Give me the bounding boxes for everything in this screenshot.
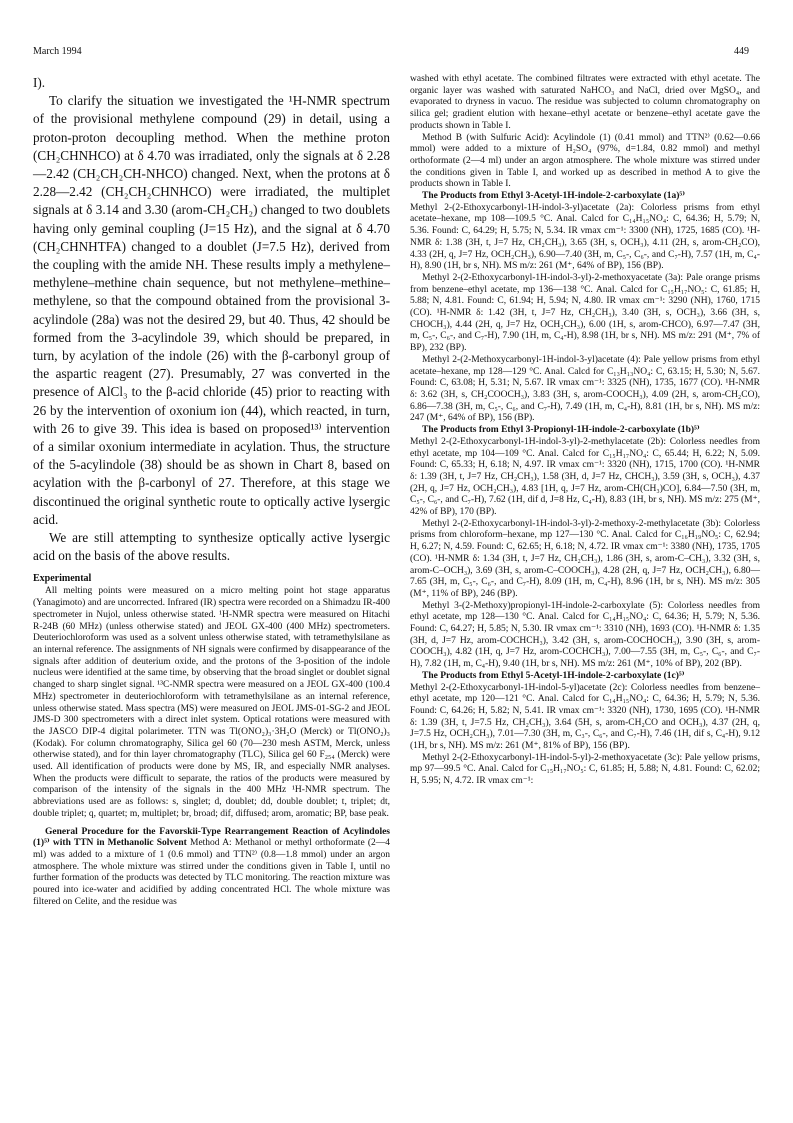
experimental-paragraph — [410, 519, 760, 601]
paragraph-text: Methyl 2-(2-Ethoxycarbonyl-1H-indol-3-yl)-2-methoxyacetate (3a): Pale orange prisms from benzene–ethyl acetate, mp 136—138 °C. Anal. Calcd for C₁₅H₁₇NO₅: C, 61.85; H, 5.88; N, 4.81. Found: C, 61.94; H, 5.94; N, 4.80. IR νmax cm⁻¹: 3290 (NH), 1760, 1715 (CO). ¹H-NMR δ: 1.42 (3H, t, J=7 Hz, CH₂CH₃), 3.40 (3H, s, OCH₃), 3.66 (3H, s, CHOCH₃), 4.44 (2H, q, J=7 Hz, OCH₂CH₃), 6.00 (1H, s, arom-CHCO), 6.97—7.47 (3H, m, C₅-, C₆-, and C₇-H), 7.90 (1H, m, C₄-H), 8.98 (1H, br s, NH). MS m/z: 291 (M⁺, 7% of BP), 232 (BP). — [410, 272, 760, 354]
compound-group-heading: The Products from Ethyl 5-Acetyl-1H-indole-2-carboxylate (1c)⁵⁾ — [422, 670, 685, 681]
paragraph-text: Methyl 2-(2-Ethoxycarbonyl-1H-indol-3-yl)acetate (2a): Colorless prisms from ethyl acetate–hexane, mp 108—109.5 °C. Anal. Calcd for C₁₄H₁₅NO₄: C, 64.36; H, 5.79; N, 5.36. Found: C, 64.29; H, 5.75; N, 5.34. IR νmax cm⁻¹: 3300 (NH), 1725, 1685 (CO). ¹H-NMR δ: 1.38 (3H, t, J=7 Hz, CH₂CH₃), 3.65 (3H, s, OCH₃), 4.11 (2H, s, arom-CH₂CO), 4.33 (2H, q, J=7 Hz, OCH₂CH₃), 6.90—7.40 (3H, m, C₅-, C₆-, and C₇-H), 7.57 (1H, m, C₄-H), 8.90 (1H, br s, NH). MS m/z: 261 (M⁺, 64% of BP), 156 (BP). — [410, 202, 760, 272]
paragraph-text: washed with ethyl acetate. The combined filtrates were extracted with ethyl acetate. The organic layer was washed with saturated NaHCO₃ and NaCl, dried over MgSO₄, and evaporated to dryness in vacuo. The residue was subjected to column chromatography on silica gel; gradient elution with hexane–ethyl acetate or benzene–ethyl acetate gave the products shown in Table I. — [410, 74, 760, 131]
experimental-paragraph — [410, 191, 760, 273]
experimental-heading: Experimental — [33, 573, 92, 585]
experimental-paragraph — [410, 753, 760, 788]
compound-group-heading: The Products from Ethyl 3-Acetyl-1H-indole-2-carboxylate (1a)⁵⁾ — [422, 191, 686, 202]
body-paragraph: To clarify the situation we investigated the ¹H-NMR spectrum of the provisional methylene compound (29) in detail, using a proton-proton decoupling method. When the methine proton (CH₂CHNHCO) at δ 4.70 was irradiated, only the signals at δ 2.28—2.42 (CH₂CH₂CH-NHCO) changed. Next, when the protons at δ 2.28—2.42 (CH₂CH₂CHNHCO) were irradiated, the multiplet signals at δ 3.14 and 3.30 (arom-CH₂CH₂) changed to two doublets having only geminal coupling (J=15 Hz), and the signal at δ 4.70 (CH₂CHNHTFA) changed to a doublet (J=7.5 Hz), derived from the coupling with the amide NH. These results imply a methylene–methylene–methine chain sequence, but not methylene–methine–methylene, so that the compound obtained from the provisional 3-acylindole (28a) was not the desired 29, but 40. Thus, 42 should be formed from the 3-acylindole 39, which should be prepared, in turn, by acylation of the indole (26) with the β-carbonyl group of the aspartic reagent (27). Presumably, 27 was converted in the presence of AlCl₃ to the β-acid chloride (45) prior to reacting with 26 by the intervention of oxonium ion (44), which reacted, in turn, with 26 to give 39. This idea is based on proposed¹³⁾ intervention of a similar oxonium intermediate in acylation. Thus, the structure of the 5-acylindole (38) should be as shown in Chart 8, based on acylation with the β-carbonyl of 27. Therefore, at this stage we discontinued the original synthetic route to optically active lysergic acid. — [33, 93, 390, 527]
general-procedure-paragraph — [33, 827, 390, 909]
experimental-paragraph — [410, 355, 760, 425]
general-procedure-text: Method A: Methanol or methyl orthoformate (2—4 ml) was added to a mixture of 1 (0.6 mmol) and TTN²⁾ (0.8—1.8 mmol) under an argon atmosphere. The whole mixture was stirred under the conditions given in Table I, until no further formation of the products was detected by TLC monitoring. The reaction mixture was poured into ice-water and acidified by adding concentrated HCl. The whole mixture was filtered on Celite, and the residue was — [33, 838, 390, 907]
paragraph-text: Methyl 2-(2-Methoxycarbonyl-1H-indol-3-yl)acetate (4): Pale yellow prisms from ethyl acetate–hexane, mp 128—129 °C. Anal. Calcd for C₁₃H₁₃NO₄: C, 63.15; H, 5.30; N, 5.67. Found: C, 63.08; H, 5.31; N, 5.67. IR νmax cm⁻¹: 3325 (NH), 1735, 1677 (CO). ¹H-NMR δ: 3.62 (3H, s, CH₂COOCH₃), 3.83 (3H, s, arom-COOCH₃), 4.09 (2H, s, arom-CH₂CO), 6.86—7.38 (3H, m, C₅-, C₆, and C₇-H), 7.49 (1H, m, C₄-H), 8.81 (1H, br s, NH). MS m/z: 247 (M⁺, 64% of BP), 156 (BP). — [410, 354, 760, 424]
experimental-paragraph — [410, 74, 760, 133]
paragraph-text: Methyl 3-(2-Methoxy)propionyl-1H-indole-2-carboxylate (5): Colorless needles from ethyl acetate, mp 128—130 °C. Anal. Calcd for C₁₄H₁₅NO₄: C, 64.36; H, 5.79; N, 5.36. Found: C, 64.27; H, 5.85; N, 5.30. IR νmax cm⁻¹: 3310 (NH), 1693 (CO). ¹H-NMR δ: 1.35 (3H, d, J=7 Hz, arom-COCHCH₃), 3.42 (3H, s, arom-COCHOCH₃), 3.90 (3H, s, arom-COOCH₃), 4.82 (1H, q, J=7 Hz, arom-COCHCH₃), 7.00—7.55 (3H, m, C₅-, C₆-, and C₇-H), 7.82 (1H, m, C₄-H), 9.40 (1H, br s, NH). MS m/z: 261 (M⁺, 10% of BP), 202 (BP). — [410, 600, 760, 670]
paragraph-text: Method B (with Sulfuric Acid): Acylindole (1) (0.41 mmol) and TTN²⁾ (0.62—0.66 mmol) were added to a mixture of H₂SO₄ (97%, d=1.84, 0.82 mmol) and methyl orthoformate (2—4 ml) under an argon atmosphere. The whole mixture was stirred under the conditions given in Table I, and worked up as described in method A to give the products shown in Table I. — [410, 132, 760, 190]
right-column — [410, 74, 760, 788]
experimental-paragraph — [410, 601, 760, 671]
experimental-paragraph: All melting points were measured on a micro melting point hot stage apparatus (Yanagimoto) and are uncorrected. Infrared (IR) spectra were recorded on a Shimadzu IR-400 spectrometer in Nujol, unless otherwise stated. ¹H-NMR spectra were measured on Hitachi R-24B (60 MHz) (unless otherwise stated) and JEOL GX-400 (400 MHz) spectrometers. Deuteriochloroform was used as a solvent unless otherwise stated, with tetramethylsilane as an internal reference. The assignments of NH signals were confirmed by disappearance of the signals after addition of deuterium oxide, and the protons of the 3-position of the indole nucleus were identified at the same time, by observing that the broad singlet or doublet signal changed to sharp singlet signal. ¹³C-NMR spectra were measured on a JEOL GX-400 (100.4 MHz) spectrometer in deuteriochloroform with tetramethylsilane as an internal reference, unless otherwise stated. Mass spectra (MS) were measured on JEOL JMS-01-SG-2 and JEOL JMS-D 300 spectrometers with a direct inlet system. Optical rotations were measured with the JASCO DIP-4 digital polarimeter. TTN was Tl(ONO₂)₃·3H₂O (Merck) or Tl(ONO₂)₃ (Kodak). For column chromatography, Silica gel 60 (70—230 mesh ASTM, Merck, unless otherwise stated), and for thin layer chromatography (TLC), Silica gel 60 F₂₅₄ (Merck) were used. All identification of products were done by MS, IR, and especially NMR analyses. When the products were difficult to separate, the ratios of the products were measured by comparison of the intensity of the signals in the 400 MHz ¹H-NMR spectrum. The abbreviations used are as follows: s, singlet; d, doublet; dd, double doublet; t, triplet; dt, double triplet; q, quartet; m, multiplet; br, broad; dif, diffused; arom, aromatic; BP, base peak. — [33, 586, 390, 819]
paragraph-text: Methyl 2-(2-Ethoxycarbonyl-1H-indol-5-yl)-2-methoxyacetate (3c): Pale yellow prisms, mp 97—99.5 °C. Anal. Calcd for C₁₅H₁₇NO₅: C, 61.85; H, 5.88; N, 4.81. Found: C, 62.02; H, 5.95; N, 4.72. IR νmax cm⁻¹: — [410, 752, 760, 787]
paragraph-text: Methyl 2-(2-Ethoxycarbonyl-1H-indol-5-yl)acetate (2c): Colorless needles from benzene–ethyl acetate, mp 120—121 °C. Anal. Calcd for C₁₄H₁₅NO₄: C, 64.36; H, 5.79; N, 5.36. Found: C, 64.26; H, 5.82; N, 5.41. IR νmax cm⁻¹: 3320 (NH), 1730, 1695 (CO). ¹H-NMR δ: 1.39 (3H, t, J=7.5 Hz, CH₂CH₃), 3.64 (5H, s, arom-CH₂CO and OCH₃), 4.37 (2H, q, J=7.5 Hz, OCH₂CH₃), 7.01—7.30 (3H, m, C₃-, C₆-, and C₇-H), 7.46 (1H, dif s, C₄-H), 9.12 (1H, br s, NH). MS m/z: 261 (M⁺, 81% of BP), 156 (BP). — [410, 682, 760, 752]
body-paragraph: I). — [33, 75, 46, 90]
compound-group-heading: The Products from Ethyl 3-Propionyl-1H-indole-2-carboxylate (1b)⁵⁾ — [422, 425, 700, 436]
paragraph-text: Methyl 2-(2-Ethoxycarbonyl-1H-indol-3-yl)-2-methoxy-2-methylacetate (3b): Colorless prisms from chloroform–hexane, mp 127—130 °C. Anal. Calcd for C₁₆H₁₉NO₅: C, 62.94; H, 6.27; N, 4.59. Found: C, 62.65; H, 6.18; N, 4.72. IR νmax cm⁻¹: 3380 (NH), 1735, 1705 (CO). ¹H-NMR δ: 1.34 (3H, t, J=7 Hz, CH₂CH₃), 1.86 (3H, s, arom-C–CH₃), 3.32 (3H, s, arom-C–OCH₃), 3.69 (3H, s, arom-C–COOCH₃), 4.28 (2H, q, J=7 Hz, OCH₂CH₃), 6.80—7.65 (3H, m, C₅-, C₆-, and C₇-H), 8.09 (1H, m, C₄-H), 8.96 (1H, br s, NH). MS m/z: 305 (M⁺, 11% of BP), 246 (BP). — [410, 518, 760, 599]
body-paragraph: We are still attempting to synthesize optically active lysergic acid on the basis of the above results. — [33, 530, 390, 564]
general-procedure-heading: General Procedure for the Favorskii-Type Rearrangement Reaction of Acylindoles (1)⁵⁾ with TTN in Methanolic Solvent — [33, 826, 390, 849]
running-header-date: March 1994 — [33, 46, 82, 57]
page-number: 449 — [734, 46, 749, 57]
body-text — [33, 74, 390, 565]
experimental-paragraph — [410, 425, 760, 519]
left-column — [33, 74, 390, 908]
experimental-paragraph — [410, 671, 760, 753]
experimental-paragraph — [410, 133, 760, 192]
experimental-paragraph — [410, 273, 760, 355]
experimental-text — [33, 586, 390, 908]
paragraph-text: Methyl 2-(2-Ethoxycarbonyl-1H-indol-3-yl)-2-methylacetate (2b): Colorless needles from ethyl acetate, mp 104—109 °C. Anal. Calcd for C₁₅H₁₇NO₄: C, 65.44; H, 6.22; N, 5.09. Found: C, 65.33; H, 6.18; N, 4.97. IR νmax cm⁻¹: 3320 (NH), 1715, 1700 (CO). ¹H-NMR δ: 1.39 (3H, t, J=7 Hz, CH₂CH₃), 1.58 (3H, d, J=7 Hz, CHCH₃), 3.59 (3H, s, OCH₃), 4.37 (2H, q, J=7 Hz, OCH₂CH₃), 4.83 [1H, q, J=7 Hz, arom-CH(CH₃)CO], 6.84—7.50 (3H, m, C₅-, C₆-, and C₇-H), 7.62 (1H, dif d, J=8 Hz, C₄-H), 8.83 (1H, br s, NH). MS m/z: 275 (M⁺, 42% of BP), 170 (BP). — [410, 436, 760, 518]
